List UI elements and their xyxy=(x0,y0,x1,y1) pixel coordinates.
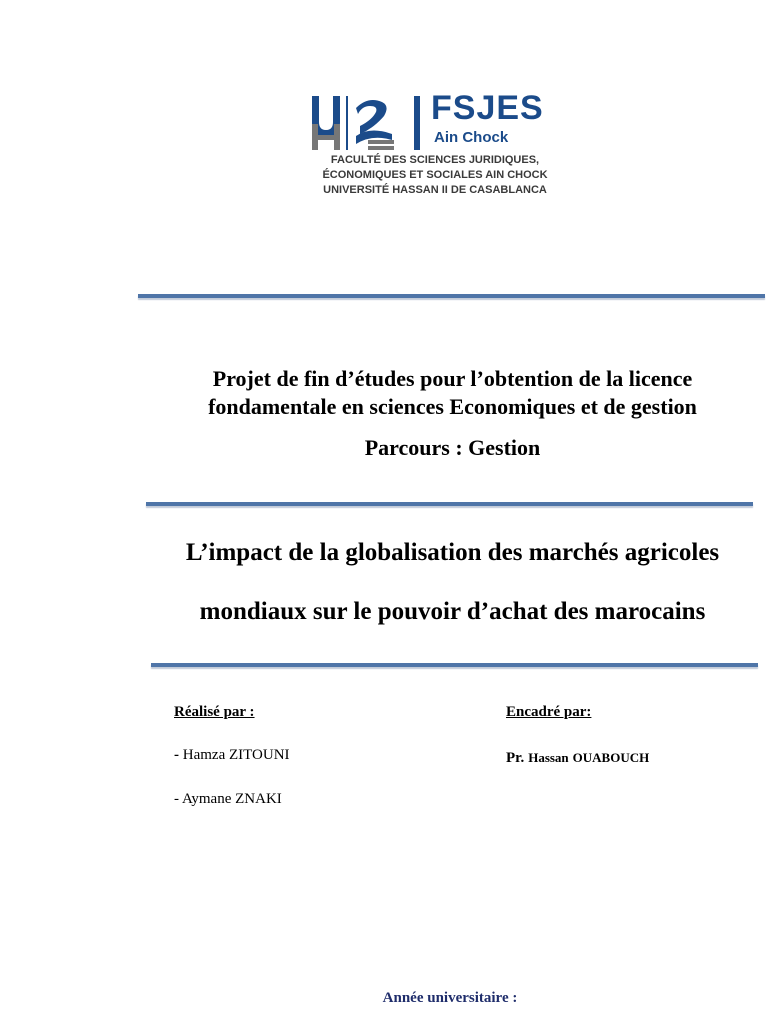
author-item xyxy=(174,791,282,808)
authors-label: Réalisé par : xyxy=(174,704,255,720)
project-heading-line: Projet de fin d’études pour l’obtention de la licence xyxy=(212,366,693,391)
logo-line: ÉCONOMIQUES ET SOCIALES AIN CHOCK xyxy=(322,169,548,181)
project-heading-line: fondamentale en sciences Economiques et de gestion xyxy=(208,394,697,419)
divider-rule xyxy=(151,663,758,667)
logo-line: UNIVERSITÉ HASSAN II DE CASABLANCA xyxy=(323,184,547,196)
author-item xyxy=(174,747,290,764)
author-name: Hamza ZITOUNI xyxy=(182,747,290,763)
author-name: Aymane ZNAKI xyxy=(181,791,282,807)
academic-year-label: Année universitaire : xyxy=(382,990,518,1006)
parcours-heading: Parcours : Gestion xyxy=(364,435,541,460)
logo-line: FACULTÉ DES SCIENCES JURIDIQUES, xyxy=(330,154,540,166)
supervisor-name xyxy=(506,749,649,767)
university-logo xyxy=(310,89,560,204)
divider-rule xyxy=(146,502,753,506)
supervisor-last-name: OUABOUCH xyxy=(572,750,650,765)
project-heading xyxy=(140,365,765,421)
thesis-title-line: L’impact de la globalisation des marchés agricoles xyxy=(185,539,720,566)
supervisor-prefix: Pr. xyxy=(506,750,525,766)
thesis-title-line: mondiaux sur le pouvoir d’achat des marocains xyxy=(199,598,706,625)
logo-institution-lines xyxy=(310,153,560,198)
divider-rule xyxy=(138,294,765,298)
logo-brand-text: FSJES xyxy=(431,89,544,127)
supervisor-label: Encadré par: xyxy=(506,704,592,720)
uh2c-logo-icon xyxy=(310,94,425,152)
logo-campus-text: Ain Chock xyxy=(434,129,509,146)
author-dash: - xyxy=(174,747,179,763)
supervisor-first-name: Hassan xyxy=(528,750,569,765)
author-dash: - xyxy=(174,791,179,807)
